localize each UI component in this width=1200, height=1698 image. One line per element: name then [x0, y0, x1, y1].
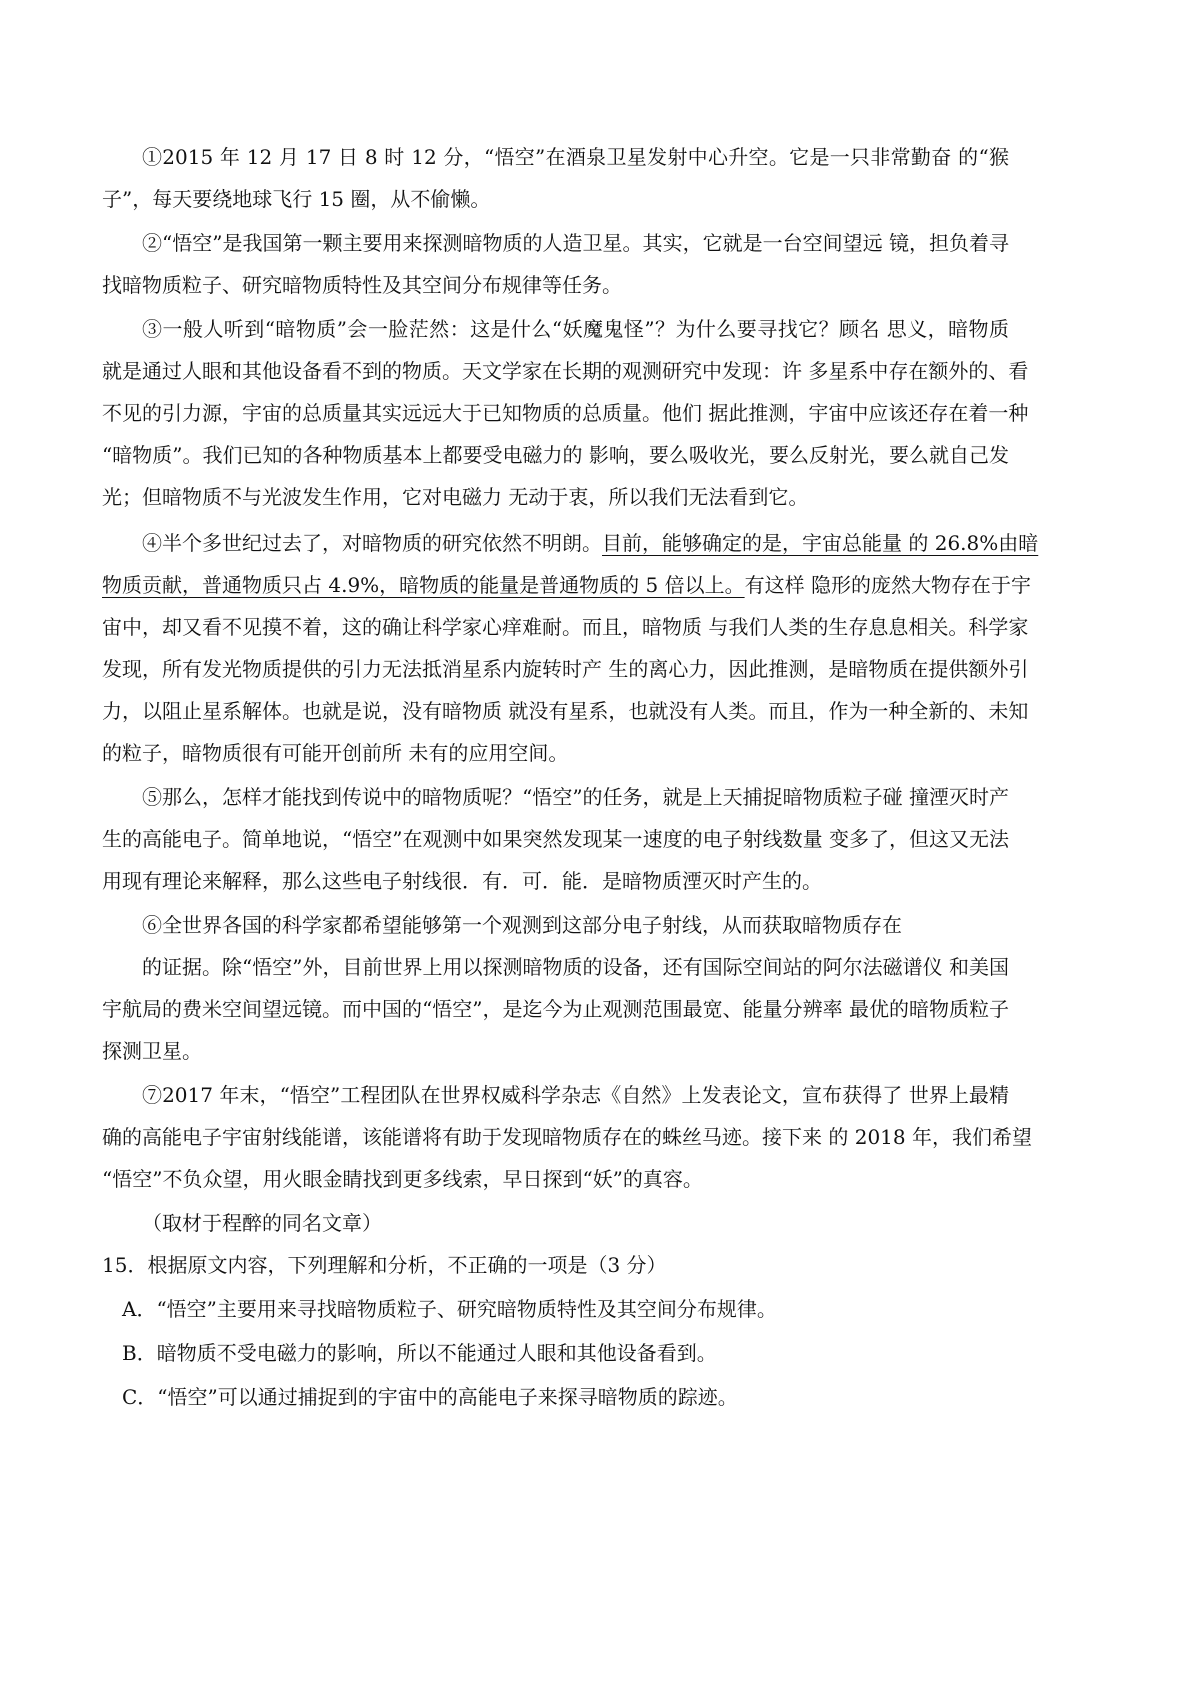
p4-line2 [102, 570, 1031, 600]
p7-line2: 确的高能电子宇宙射线能谱，该能谱将有助于发现暗物质存在的蛛丝马迹。接下来 的 2018 年，我们希望 [102, 1125, 1032, 1149]
question-stem: 15．根据原文内容，下列理解和分析，不正确的一项是（3 分） [102, 1253, 667, 1277]
p3-line3: 不见的引力源，宇宙的总质量其实远远大于已知物质的总质量。他们 据此推测，宇宙中应该还存在着一种 [102, 401, 1029, 425]
p3-line4: “暗物质”。我们已知的各种物质基本上都要受电磁力的 影响，要么吸收光，要么反射光，要么就自己发 [102, 443, 1009, 467]
p4-underlined-statement-part1: 目前，能够确定的是，宇宙总能量 的 26.8%由暗 [602, 531, 1039, 555]
p3-line1: ③一般人听到“暗物质”会一脸茫然：这是什么“妖魔鬼怪”？为什么要寻找它？顾名 思义，暗物质 [142, 317, 1009, 341]
p4-underlined-statement-part2: 物质贡献，普通物质只占 4.9%，暗物质的能量是普通物质的 5 倍以上。 [102, 573, 745, 597]
p4-line3: 宙中，却又看不见摸不着，这的确让科学家心痒难耐。而且，暗物质 与我们人类的生存息息相关。科学家 [102, 615, 1029, 639]
p1-line2: 子”，每天要绕地球飞行 15 圈，从不偷懒。 [102, 187, 491, 211]
p7-line1: ⑦2017 年末，“悟空”工程团队在世界权威科学杂志《自然》上发表论文，宣布获得了 世界上最精 [142, 1083, 1009, 1107]
p4-line4: 发现，所有发光物质提供的引力无法抵消星系内旋转时产 生的离心力，因此推测，是暗物质在提供额外引 [102, 657, 1029, 681]
p6-line1: ⑥全世界各国的科学家都希望能够第一个观测到这部分电子射线，从而获取暗物质存在 [142, 913, 902, 937]
p5-line2: 生的高能电子。简单地说，“悟空”在观测中如果突然发现某一速度的电子射线数量 变多了，但这又无法 [102, 827, 1009, 851]
passage-source: （取材于程醉的同名文章） [142, 1211, 382, 1235]
option-b: B．暗物质不受电磁力的影响，所以不能通过人眼和其他设备看到。 [122, 1341, 717, 1365]
p5-line1: ⑤那么，怎样才能找到传说中的暗物质呢？“悟空”的任务，就是上天捕捉暗物质粒子碰 撞湮灭时产 [142, 785, 1009, 809]
option-a: A．“悟空”主要用来寻找暗物质粒子、研究暗物质特性及其空间分布规律。 [122, 1297, 777, 1321]
p4-line2-plain: 有这样 隐形的庞然大物存在于宇 [744, 573, 1031, 597]
p2-line1: ②“悟空”是我国第一颗主要用来探测暗物质的人造卫星。其实，它就是一台空间望远 镜，担负着寻 [142, 231, 1009, 255]
p4-line5: 力，以阻止星系解体。也就是说，没有暗物质 就没有星系，也就没有人类。而且，作为一种全新的、未知 [102, 699, 1029, 723]
p3-line5: 光；但暗物质不与光波发生作用，它对电磁力 无动于衷，所以我们无法看到它。 [102, 485, 809, 509]
p1-line1: ①2015 年 12 月 17 日 8 时 12 分，“悟空”在酒泉卫星发射中心升空。它是一只非常勤奋 的“猴 [142, 145, 1009, 169]
p4-line1 [142, 528, 1039, 558]
p6-line3: 宇航局的费米空间望远镜。而中国的“悟空”，是迄今为止观测范围最宽、能量分辨率 最优的暗物质粒子 [102, 997, 1009, 1021]
p6-line2: 的证据。除“悟空”外，目前世界上用以探测暗物质的设备，还有国际空间站的阿尔法磁谱仪 和美国 [142, 955, 1009, 979]
p3-line2: 就是通过人眼和其他设备看不到的物质。天文学家在长期的观测研究中发现：许 多星系中存在额外的、看 [102, 359, 1029, 383]
option-c: C．“悟空”可以通过捕捉到的宇宙中的高能电子来探寻暗物质的踪迹。 [122, 1385, 738, 1409]
p4-line1-plain: ④半个多世纪过去了，对暗物质的研究依然不明朗。 [142, 531, 602, 555]
p5-line3: 用现有理论来解释，那么这些电子射线很．有．可．能．是暗物质湮灭时产生的。 [102, 869, 822, 893]
p7-line3: “悟空”不负众望，用火眼金睛找到更多线索，早日探到“妖”的真容。 [102, 1167, 703, 1191]
p6-line4: 探测卫星。 [102, 1039, 202, 1063]
p2-line2: 找暗物质粒子、研究暗物质特性及其空间分布规律等任务。 [102, 273, 622, 297]
p4-line6: 的粒子，暗物质很有可能开创前所 未有的应用空间。 [102, 741, 569, 765]
